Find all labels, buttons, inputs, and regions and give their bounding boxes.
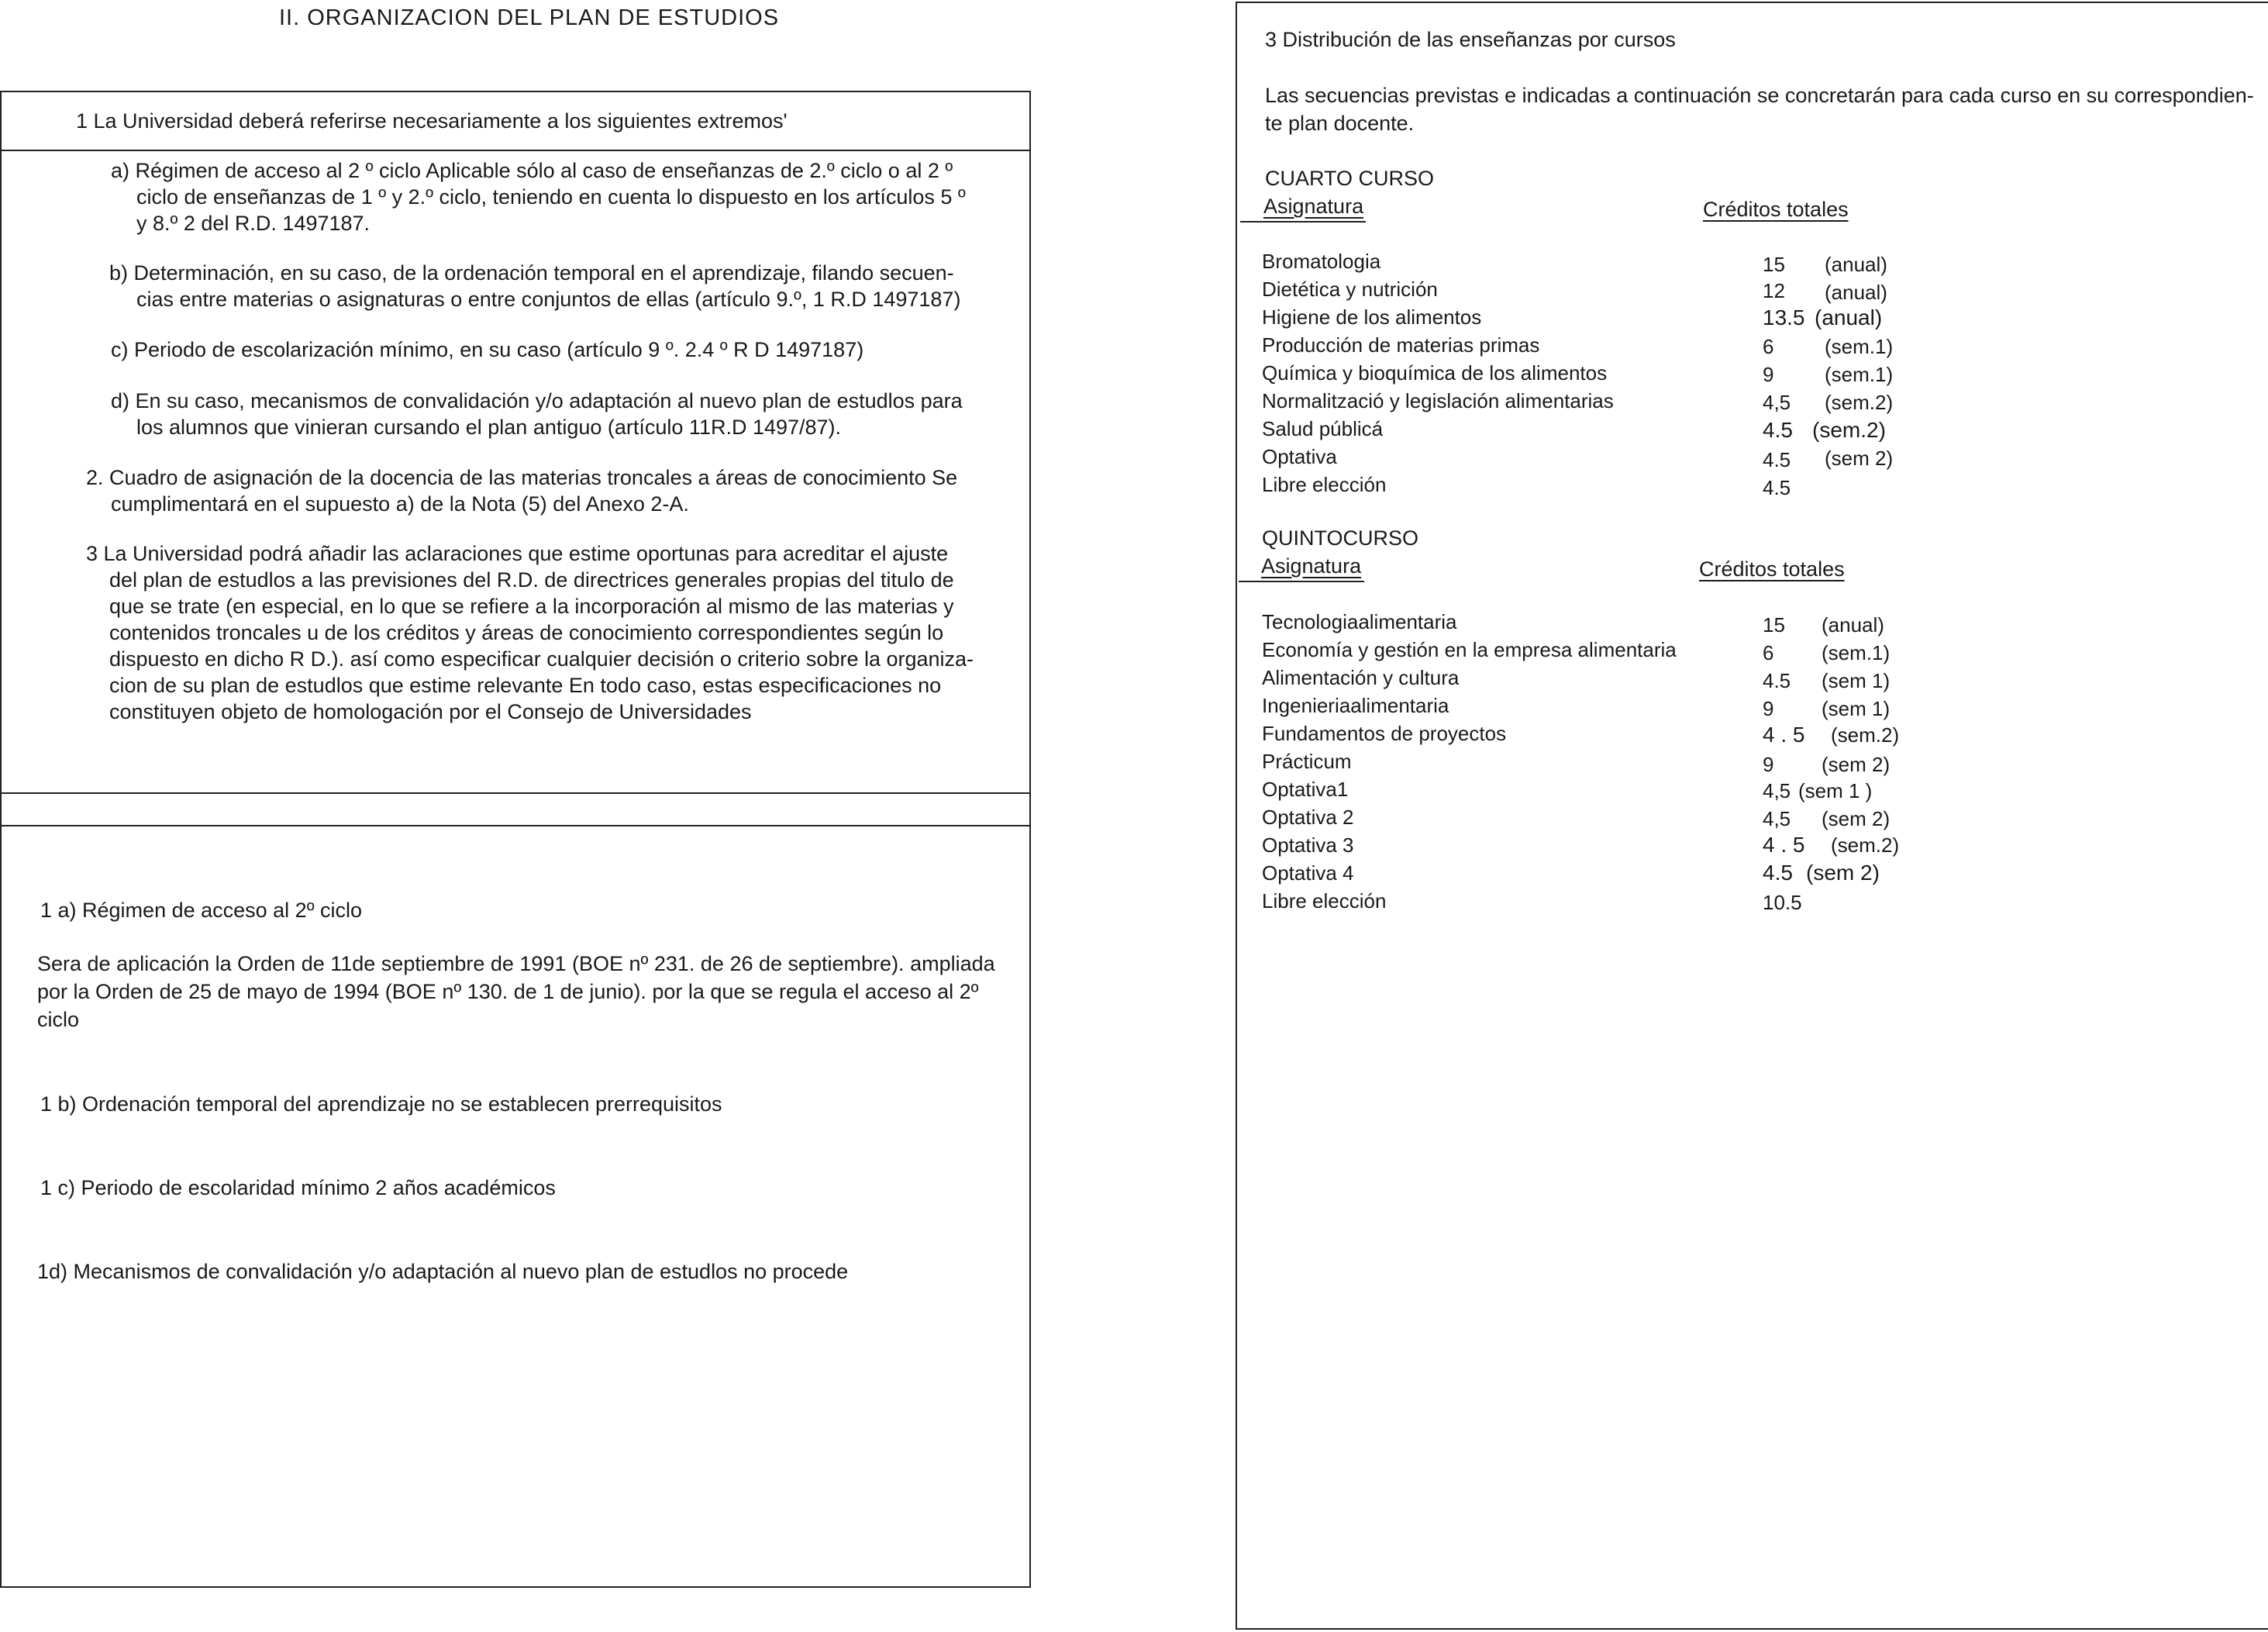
section-title: II. ORGANIZACION DEL PLAN DE ESTUDIOS (279, 5, 780, 30)
item-d-line: los alumnos que vinieran cursando el plan antiguo (artículo 11R.D 1497/87). (136, 416, 842, 439)
subject-period: (sem.1) (1825, 335, 1894, 358)
course5-col-subject: Asignatura (1261, 554, 1362, 578)
subject-name: Bromatologia (1262, 250, 1381, 273)
item-a-line: a) Régimen de acceso al 2 º ciclo Aplicable sólo al caso de enseñanzas de 2.º ciclo o al 2 º (111, 159, 953, 182)
subject-period: (sem.1) (1825, 363, 1894, 386)
course5-header-rule (1239, 581, 1364, 582)
subject-name: Optativa1 (1262, 778, 1349, 801)
course4-col-subject: Asignatura (1263, 195, 1364, 218)
subject-period: (sem.2) (1812, 418, 1886, 442)
subject-period: (sem.1) (1822, 641, 1891, 664)
subject-period: (anual) (1822, 613, 1884, 637)
subject-period: (sem 2) (1822, 753, 1891, 776)
subject-period: (sem 1) (1822, 697, 1891, 720)
subject-credits: 4.5 (1763, 476, 1791, 499)
course4-title: CUARTO CURSO (1265, 167, 1435, 190)
subject-period: (sem 2) (1822, 807, 1891, 830)
subject-credits: 9 (1763, 697, 1774, 720)
answer-1a-line: Sera de aplicación la Orden de 11de septiembre de 1991 (BOE nº 231. de 26 de septiembre). ampliada (37, 952, 995, 975)
subject-name: Dietética y nutrición (1262, 278, 1438, 301)
subject-period: (sem 1) (1822, 669, 1891, 692)
item-3-line: 3 La Universidad podrá añadir las aclaraciones que estime oportunas para acreditar el ajuste (86, 542, 949, 565)
subject-credits: 9 (1763, 363, 1774, 386)
subject-credits: 15 (1763, 613, 1785, 637)
item-b-line: cias entre materias o asignaturas o entre conjuntos de ellas (artículo 9.º, 1 R.D 1497187) (136, 288, 961, 311)
subject-name: Producción de materias primas (1262, 333, 1540, 357)
subject-credits: 4,5 (1763, 391, 1791, 414)
subject-name: Optativa (1262, 445, 1337, 468)
course4-col-credits: Créditos totales (1703, 198, 1849, 221)
separator-row (0, 792, 1031, 826)
answer-1a-line: ciclo (37, 1008, 80, 1031)
subject-name: Ingenieriaalimentaria (1262, 694, 1449, 717)
course5-title: QUINTOCURSO (1262, 526, 1419, 550)
item-b-line: b) Determinación, en su caso, de la ordenación temporal en el aprendizaje, filando secuen- (109, 261, 954, 285)
subject-period: (sem.2) (1825, 391, 1894, 414)
answers-box (0, 825, 1031, 1588)
answer-1a-title: 1 a) Régimen de acceso al 2º ciclo (40, 899, 363, 922)
course4-header-rule (1240, 221, 1366, 223)
course5-col-credits: Créditos totales (1699, 557, 1845, 581)
subject-credits: 4.5 (1763, 861, 1793, 885)
subject-name: Salud públicá (1262, 417, 1384, 440)
subject-period: (anual) (1825, 281, 1887, 304)
subject-credits: 4,5 (1763, 807, 1791, 830)
item-a-line: ciclo de enseñanzas de 1 º y 2.º ciclo, teniendo en cuenta lo dispuesto en los artículos 5 º (136, 185, 966, 209)
subject-name: Química y bioquímica de los alimentos (1262, 361, 1608, 385)
item-2-line: cumplimentará en el supuesto a) de la Nota (5) del Anexo 2-A. (111, 492, 689, 516)
subject-name: Tecnologiaalimentaria (1262, 610, 1457, 633)
subject-credits: 10.5 (1763, 891, 1802, 914)
course-distribution-panel (1236, 2, 2268, 1630)
subject-period: (sem 2) (1806, 861, 1880, 885)
item-3-line: cion de su plan de estudlos que estime relevante En todo caso, estas especificaciones no (109, 674, 942, 697)
subject-name: Higiene de los alimentos (1262, 305, 1482, 329)
subject-name: Alimentación y cultura (1262, 666, 1460, 689)
answer-1d: 1d) Mecanismos de convalidación y/o adaptación al nuevo plan de estudlos no procede (37, 1260, 849, 1283)
subject-period: (sem.2) (1831, 833, 1900, 857)
subject-period: (anual) (1815, 305, 1883, 330)
subject-credits: 4.5 (1763, 418, 1793, 442)
subject-name: Optativa 3 (1262, 833, 1354, 857)
subject-credits: 4 . 5 (1763, 723, 1805, 747)
subject-period: (sem 2) (1825, 447, 1894, 470)
subject-credits: 6 (1763, 335, 1774, 358)
item-d-line: d) En su caso, mecanismos de convalidación y/o adaptación al nuevo plan de estudlos para (111, 389, 963, 412)
subject-period: (anual) (1825, 253, 1887, 276)
item-3-line: contenidos troncales u de los créditos y áreas de conocimiento correspondientes según lo (109, 621, 944, 644)
subject-name: Optativa 2 (1262, 806, 1354, 829)
item-2-line: 2. Cuadro de asignación de la docencia de las materias troncales a áreas de conocimiento Se (86, 466, 958, 489)
item-3-line: que se trate (en especial, en lo que se refiere a la incorporación al mismo de las materias y (109, 595, 954, 618)
subject-credits: 4.5 (1763, 669, 1791, 692)
distribution-intro-line: Las secuencias previstas e indicadas a continuación se concretarán para cada curso en su correspondien- (1265, 84, 2254, 107)
item-3-line: constituyen objeto de homologación por el Consejo de Universidades (109, 700, 752, 723)
subject-name: Fundamentos de proyectos (1262, 722, 1507, 745)
subject-name: Optativa 4 (1262, 861, 1354, 885)
intro-item: 1 La Universidad deberá referirse necesariamente a los siguientes extremos' (76, 109, 788, 133)
subject-period: (sem.2) (1831, 723, 1900, 747)
distribution-heading: 3 Distribución de las enseñanzas por cursos (1265, 28, 1676, 51)
item-3-line: del plan de estudlos a las previsiones del R.D. de directrices generales propias del titulo de (109, 568, 954, 592)
subject-credits: 6 (1763, 641, 1774, 664)
answer-1a-line: por la Orden de 25 de mayo de 1994 (BOE nº 130. de 1 de junio). por la que se regula el acceso al 2º (37, 980, 979, 1003)
subject-credits: 4.5 (1763, 448, 1791, 471)
subject-credits: 12 (1763, 279, 1785, 302)
subject-name: Prácticum (1262, 750, 1352, 773)
subject-name: Libre elección (1262, 889, 1387, 913)
subject-period: (sem 1 ) (1798, 779, 1873, 802)
item-a-line: y 8.º 2 del R.D. 1497187. (136, 212, 371, 235)
subject-name: Economía y gestión en la empresa alimentaria (1262, 638, 1677, 661)
subject-credits: 9 (1763, 753, 1774, 776)
subject-credits: 4 . 5 (1763, 833, 1805, 857)
subject-name: Libre elección (1262, 473, 1387, 496)
answer-1b: 1 b) Ordenación temporal del aprendizaje no se establecen prerrequisitos (40, 1092, 722, 1116)
distribution-intro-line: te plan docente. (1265, 112, 1415, 135)
subject-credits: 13.5 (1763, 305, 1805, 330)
item-c-line: c) Periodo de escolarización mínimo, en su caso (artículo 9 º. 2.4 º R D 1497187) (111, 338, 864, 361)
subject-name: Normalització y legislación alimentarias (1262, 389, 1614, 412)
answer-1c: 1 c) Periodo de escolaridad mínimo 2 años académicos (40, 1176, 556, 1199)
subject-credits: 15 (1763, 253, 1785, 276)
subject-credits: 4,5 (1763, 779, 1791, 802)
item-3-line: dispuesto en dicho R D.). así como especificar cualquier decisión o criterio sobre la organiza- (109, 647, 974, 671)
